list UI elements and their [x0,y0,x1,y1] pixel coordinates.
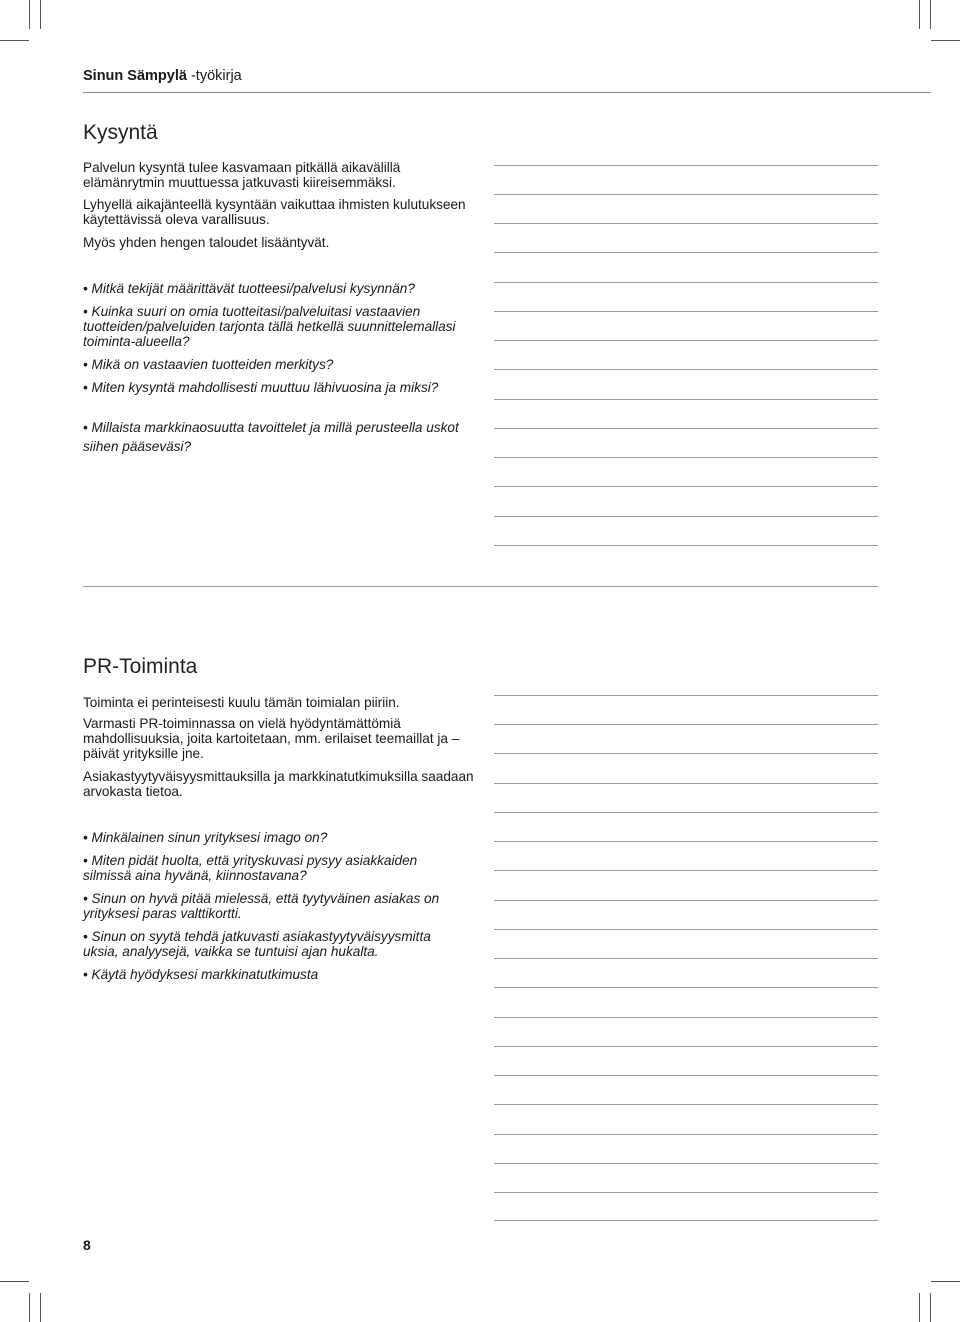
question-item: • Sinun on syytä tehdä jatkuvasti asiakastyytyväisyysmitta uksia, analyysejä, vaikka se tuntuisi ajan hukalta. [83,929,431,959]
crop-mark [930,0,931,29]
paragraph: Lyhyellä aikajänteellä kysyntään vaikuttaa ihmisten kulutukseen käytettävissä oleva varallisuus. [83,197,466,227]
crop-mark [919,1293,920,1322]
writing-line [494,1104,878,1105]
writing-line [494,399,878,400]
writing-line [494,340,878,341]
question-item: • Miten kysyntä mahdollisesti muuttuu lähivuosina ja miksi? [83,380,439,395]
writing-line [494,486,878,487]
running-header [83,68,242,84]
crop-mark [931,1281,960,1282]
writing-line [494,282,878,283]
crop-mark [29,1293,30,1322]
crop-mark [931,40,960,41]
header-title-bold: Sinun Sämpylä [83,68,187,84]
page-number: 8 [83,1237,91,1253]
writing-line [494,695,878,696]
writing-line [494,252,878,253]
section-heading-pr: PR-Toiminta [83,655,198,678]
writing-line [494,1163,878,1164]
writing-line [494,1134,878,1135]
writing-line [494,841,878,842]
writing-line [494,958,878,959]
writing-line [494,1192,878,1193]
writing-line [494,1046,878,1047]
paragraph: Asiakastyytyväisyysmittauksilla ja markkinatutkimuksilla saadaan arvokasta tietoa. [83,769,474,799]
crop-mark [29,0,30,29]
crop-mark [0,40,29,41]
writing-line [494,311,878,312]
question-item: • Millaista markkinaosuutta tavoittelet ja millä perusteella uskot siihen pääseväsi? [83,420,459,454]
section-heading-kysynta: Kysyntä [83,121,158,144]
writing-line [494,812,878,813]
crop-mark [930,1293,931,1322]
header-title-rest: -työkirja [186,68,242,84]
writing-line [494,1075,878,1076]
writing-line [494,724,878,725]
paragraph: Myös yhden hengen taloudet lisääntyvät. [83,235,330,250]
question-item: • Kuinka suuri on omia tuotteitasi/palveluitasi vastaavien tuotteiden/palveluiden tarjonta tällä hetkellä suunnittelemallasi toiminta-alueella? [83,304,456,349]
question-item: • Miten pidät huolta, että yrityskuvasi pysyy asiakkaiden silmissä aina hyvänä, kiinnostavana? [83,853,418,883]
writing-line [494,545,878,546]
writing-line [494,987,878,988]
header-rule [83,92,931,93]
question-item: • Sinun on hyvä pitää mielessä, että tyytyväinen asiakas on yrityksesi paras valttikortti. [83,891,440,921]
crop-mark [919,0,920,29]
writing-line [494,929,878,930]
section-divider [83,586,878,587]
question-item: • Käytä hyödyksesi markkinatutkimusta [83,967,319,982]
writing-line [494,194,878,195]
paragraph: Toiminta ei perinteisesti kuulu tämän toimialan piiriin. [83,695,400,710]
paragraph: Varmasti PR-toiminnassa on vielä hyödyntämättömiä mahdollisuuksia, joita kartoitetaan, mm. erilaiset teemaillat ja –päivät yrityksille jne. [83,716,460,761]
writing-line [494,516,878,517]
question-item: • Minkälainen sinun yrityksesi imago on? [83,830,328,845]
writing-line [494,900,878,901]
writing-line [494,753,878,754]
crop-mark [40,1293,41,1322]
writing-line [494,223,878,224]
crop-mark [40,0,41,29]
writing-line [494,457,878,458]
question-item: • Mitkä tekijät määrittävät tuotteesi/palvelusi kysynnän? [83,281,415,296]
writing-line [494,165,878,166]
writing-line [494,783,878,784]
writing-line [494,1220,878,1221]
writing-line [494,428,878,429]
writing-line [494,369,878,370]
writing-line [494,1017,878,1018]
paragraph: Palvelun kysyntä tulee kasvamaan pitkällä aikavälillä elämänrytmin muuttuessa jatkuvasti kiireisemmäksi. [83,160,401,190]
crop-mark [0,1281,29,1282]
writing-line [494,870,878,871]
question-item: • Mikä on vastaavien tuotteiden merkitys? [83,357,334,372]
